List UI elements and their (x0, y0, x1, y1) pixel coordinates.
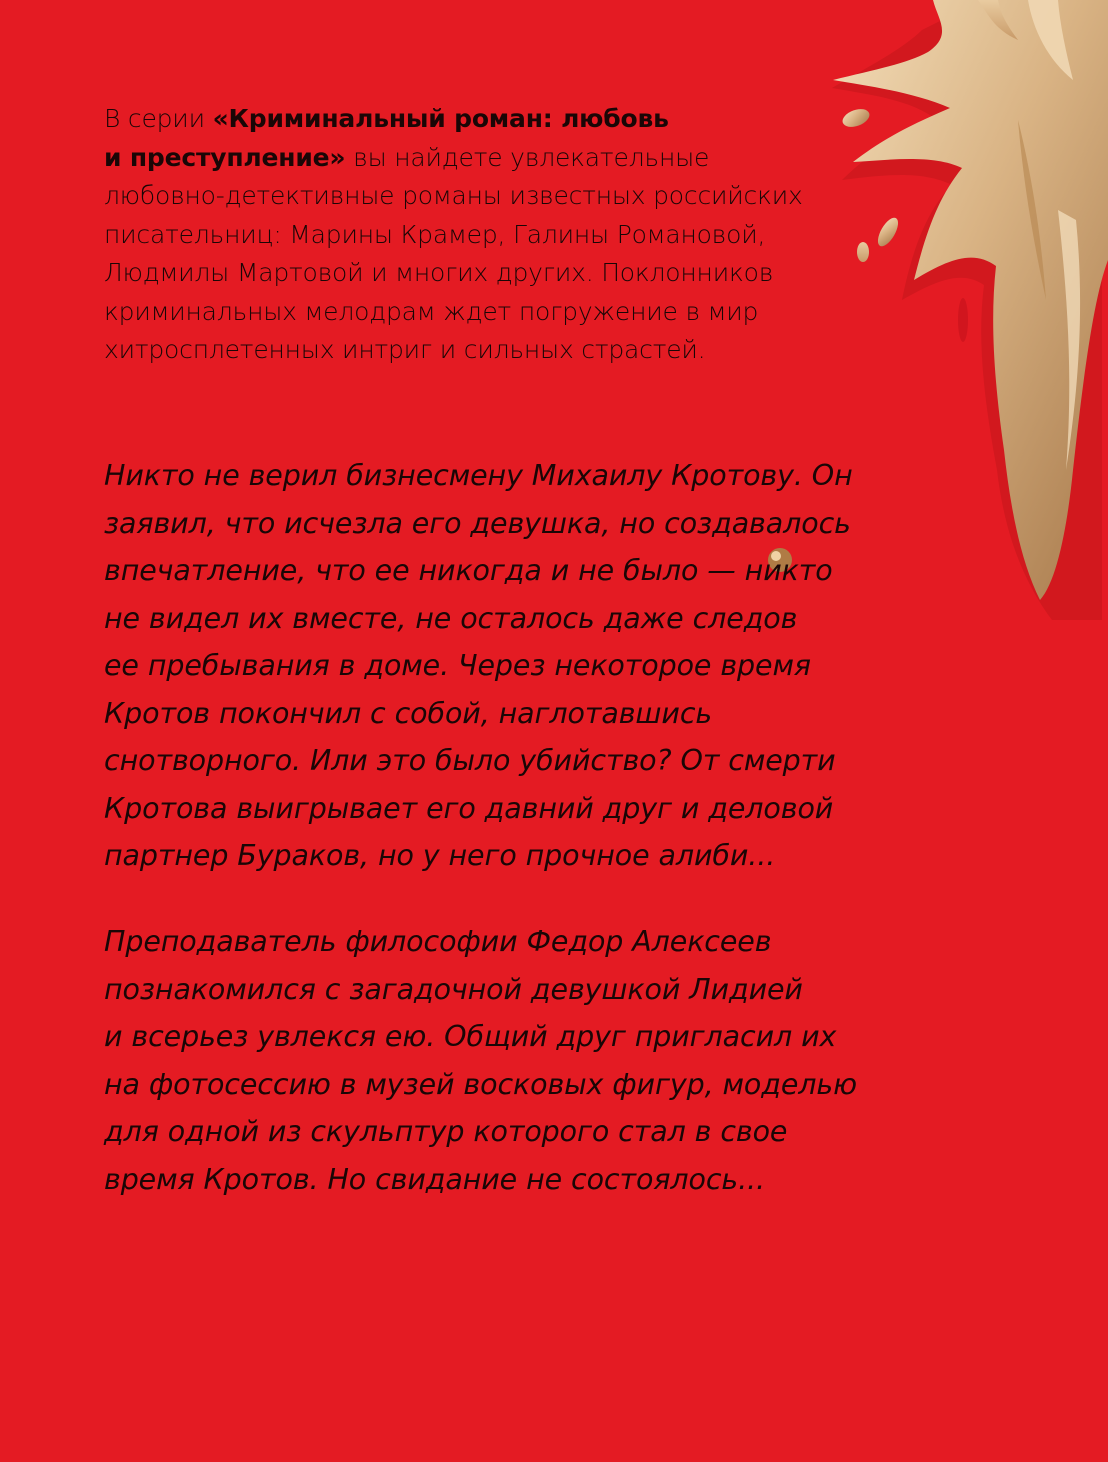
annotation-line: снотворного. Или это было убийство? От смерти (104, 744, 836, 777)
annotation-line: не видел их вместе, не осталось даже следов (104, 601, 798, 635)
annotation-second-book (104, 918, 904, 1203)
annotation-first-book (104, 452, 904, 880)
series-text-line: Людмилы Мартовой и многих других. Поклонников (104, 258, 774, 287)
annotation-line: познакомился с загадочной девушкой Лидией (104, 972, 803, 1006)
series-text-line: любовно-детективные романы известных российских (104, 181, 803, 210)
series-intro: В серии (104, 104, 205, 133)
series-text-line: хитросплетенных интриг и сильных страстей. (104, 335, 706, 364)
annotation-line: время Кротов. Но свидание не состоялось... (104, 1162, 765, 1196)
annotation-line: Преподаватель философии Федор Алексеев (104, 925, 772, 958)
series-title-line-1: «Криминальный роман: любовь (212, 104, 669, 133)
annotation-line: партнер Бураков, но у него прочное алиби... (104, 839, 776, 872)
annotation-line: Никто не верил бизнесмену Михаилу Кротову. Он (104, 459, 853, 492)
series-rest-line-2: вы найдете увлекательные (353, 142, 710, 172)
series-title-line-2: и преступление» (104, 142, 346, 172)
annotation-line: заявил, что исчезла его девушка, но создавалось (104, 506, 851, 540)
annotation-line: впечатление, что ее никогда и не было — никто (104, 554, 833, 587)
series-text-line: писательниц: Марины Крамер, Галины Романовой, (104, 219, 766, 249)
series-description (104, 100, 864, 370)
annotation-line: Кротова выигрывает его давний друг и деловой (104, 791, 834, 825)
annotation-line: Кротов покончил с собой, наглотавшись (104, 696, 713, 730)
series-line-2 (104, 139, 864, 178)
series-text-line: криминальных мелодрам ждет погружение в мир (104, 296, 759, 326)
series-line-1 (104, 100, 864, 139)
annotation-line: на фотосессию в музей восковых фигур, моделью (104, 1067, 858, 1101)
annotation-line: для одной из скульптур которого стал в свое (104, 1115, 788, 1148)
annotation-line: и всерьез увлекся ею. Общий друг пригласил их (104, 1020, 837, 1053)
annotation-line: ее пребывания в доме. Через некоторое время (104, 649, 811, 682)
